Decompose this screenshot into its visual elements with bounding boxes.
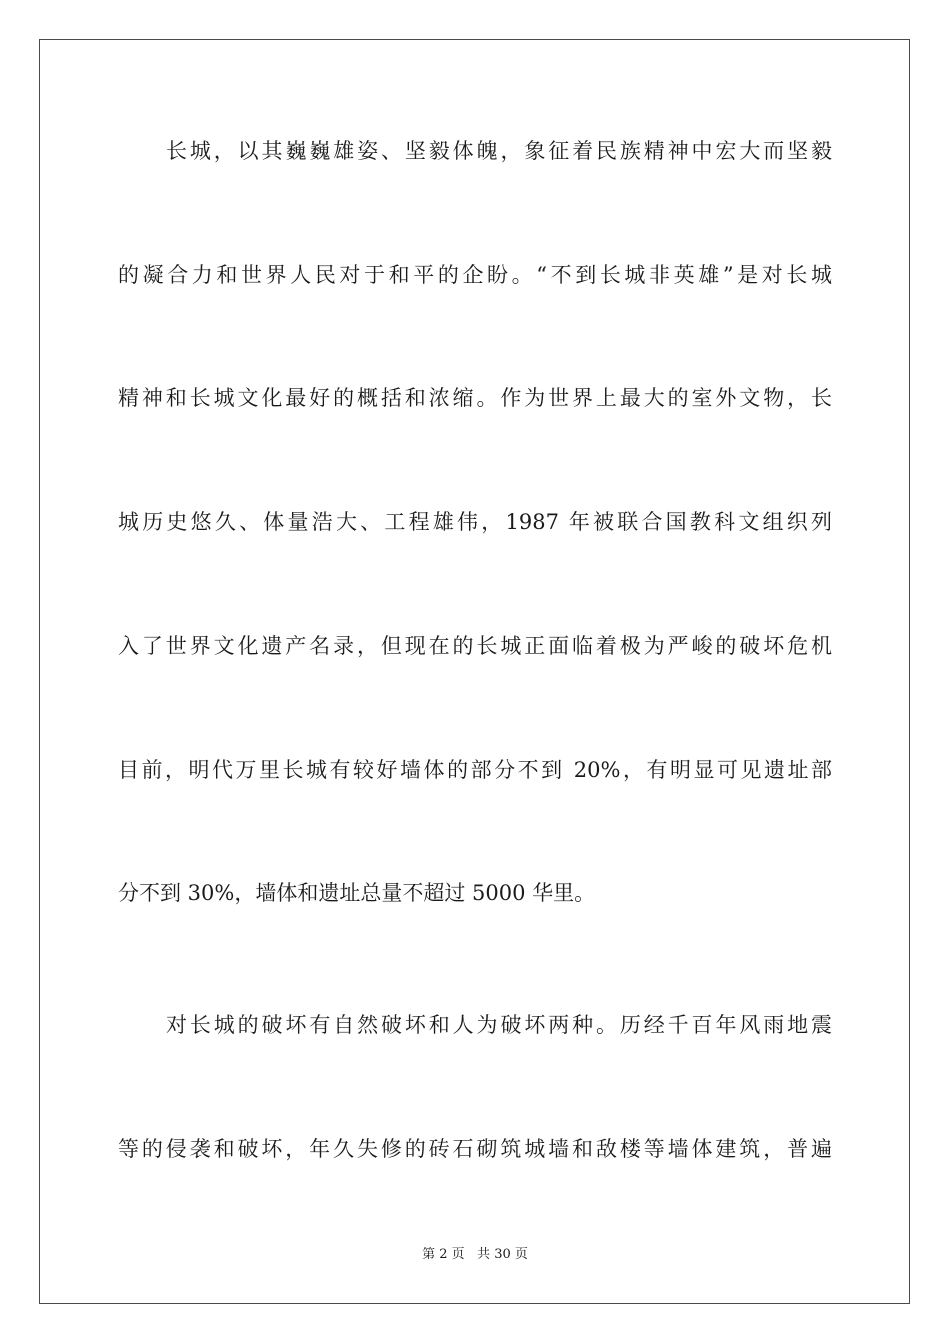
paragraph-2-line-2: 等的侵袭和破坏，年久失修的砖石砌筑城墙和敌楼等墙体建筑，普遍 [118, 1137, 832, 1161]
page-number-footer: 第 2 页 共 30 页 [422, 1247, 528, 1262]
paragraph-1-line-1: 长城，以其巍巍雄姿、坚毅体魄，象征着民族精神中宏大而坚毅 [166, 139, 832, 163]
paragraph-1-line-5: 入了世界文化遗产名录，但现在的长城正面临着极为严峻的破坏危机 [118, 634, 832, 658]
paragraph-1-line-7: 分不到 30%，墙体和遗址总量不超过 5000 华里。 [118, 881, 596, 905]
paragraph-2-line-1: 对长城的破坏有自然破坏和人为破坏两种。历经千百年风雨地震 [166, 1013, 832, 1037]
paragraph-1-line-6: 目前，明代万里长城有较好墙体的部分不到 20%，有明显可见遗址部 [118, 758, 832, 782]
paragraph-1-line-2: 的凝合力和世界人民对于和平的企盼。“不到长城非英雄”是对长城 [118, 263, 832, 287]
paragraph-1-line-3: 精神和长城文化最好的概括和浓缩。作为世界上最大的室外文物，长 [118, 386, 832, 410]
paragraph-1-line-4: 城历史悠久、体量浩大、工程雄伟，1987 年被联合国教科文组织列 [118, 510, 832, 534]
page-border [39, 39, 910, 1304]
